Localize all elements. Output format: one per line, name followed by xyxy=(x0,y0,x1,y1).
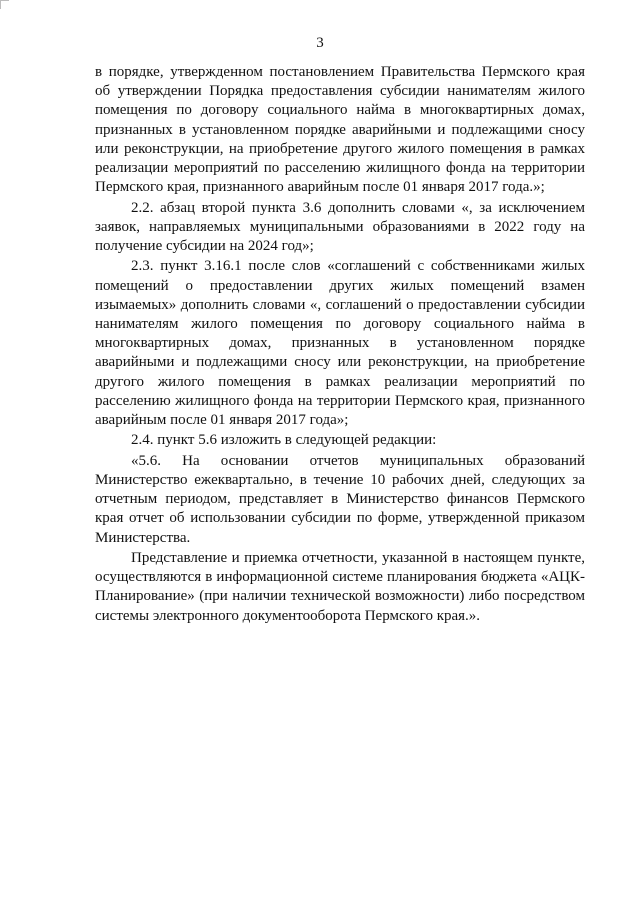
paragraph-clause-5-6: «5.6. На основании отчетов муниципальных образований Министерство ежеквартально, в течение 10 рабочих дней, следующих за отчетным периодом, представляет в Министерство финансов Пермского края отчет об использовании субсидии по форме, утвержденной приказом Министерства. xyxy=(95,452,585,546)
paragraph-item-2-2: 2.2. абзац второй пункта 3.6 дополнить словами «, за исключением заявок, направляемых муниципальными образованиями в 2022 году на получение субсидии на 2024 год»; xyxy=(95,199,585,255)
document-body xyxy=(95,63,585,627)
scan-corner-mark xyxy=(0,0,9,9)
page-number: 3 xyxy=(316,35,324,51)
paragraph-continuation: в порядке, утвержденном постановлением Правительства Пермского края об утверждении Порядка предоставления субсидии нанимателям жилого помещения по договору социального найма в многоквартирных домах, признанных в установленном порядке аварийными и подлежащими сносу или реконструкции, на приобретение другого жилого помещения в рамках реализации мероприятий по расселению жилищного фонда на территории Пермского края, признанного аварийным после 01 января 2017 года.»; xyxy=(95,64,585,196)
paragraph-item-2-4: 2.4. пункт 5.6 изложить в следующей редакции: xyxy=(131,432,437,449)
paragraph-reporting: Представление и приемка отчетности, указанной в настоящем пункте, осуществляются в информационной системе планирования бюджета «АЦК-Планирование» (при наличии технической возможности) либо посредством системы электронного документооборота Пермского края.». xyxy=(95,550,585,624)
paragraph-item-2-3: 2.3. пункт 3.16.1 после слов «соглашений с собственниками жилых помещений о предоставлении других жилых помещений взамен изымаемых» дополнить словами «, соглашений о предоставлении субсидии нанимателям жилого помещения по договору социального найма в многоквартирных домах, признанных в установленном порядке аварийными и подлежащими сносу или реконструкции, на приобретение другого жилого помещения в рамках реализации мероприятий по расселению жилищного фонда на территории Пермского края, признанного аварийным после 01 января 2017 года»; xyxy=(95,258,585,429)
